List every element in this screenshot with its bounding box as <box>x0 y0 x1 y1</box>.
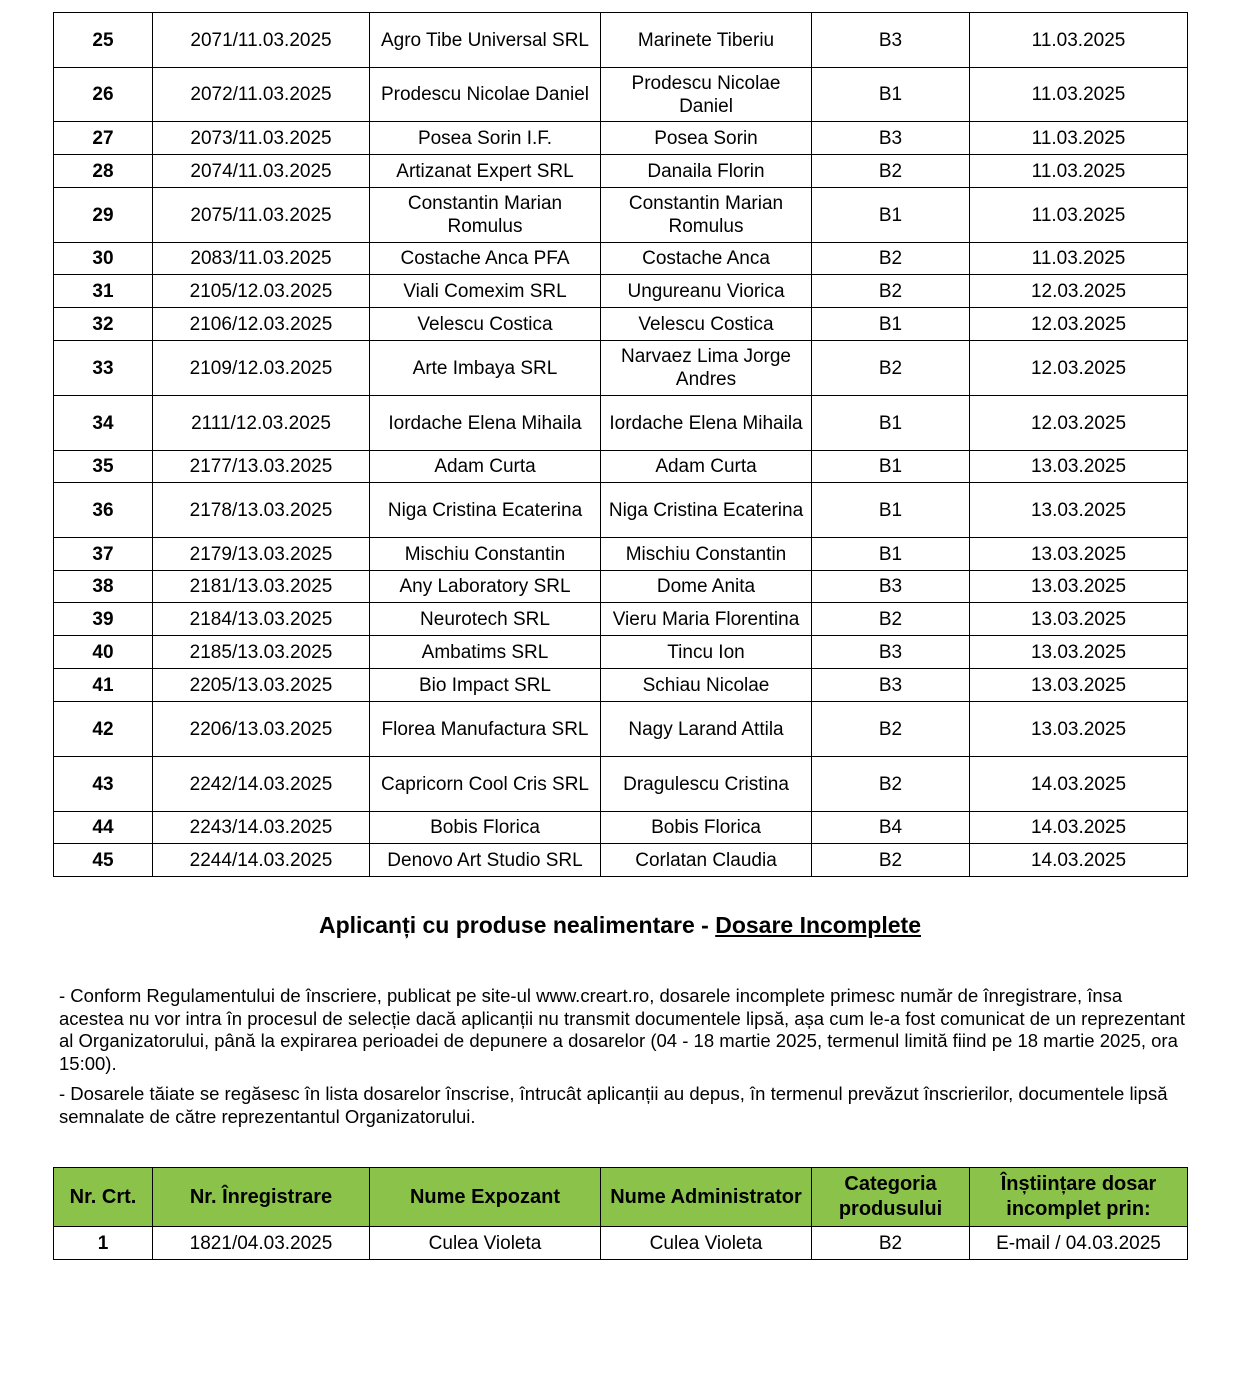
table-row <box>54 812 1188 844</box>
cell-administrator: Dragulescu Cristina <box>601 757 812 812</box>
header-nr-inregistrare: Nr. Înregistrare <box>153 1168 370 1227</box>
table-row <box>54 451 1188 483</box>
cell-exhibitor: Iordache Elena Mihaila <box>370 396 601 451</box>
table-row <box>54 571 1188 603</box>
cell-exhibitor: Florea Manufactura SRL <box>370 702 601 757</box>
table-row <box>54 757 1188 812</box>
table-row <box>54 243 1188 275</box>
cell-administrator: Danaila Florin <box>601 155 812 188</box>
table-row <box>54 188 1188 243</box>
cell-notice: E-mail / 04.03.2025 <box>970 1227 1188 1260</box>
cell-exhibitor: Culea Violeta <box>370 1227 601 1260</box>
cell-registration: 1821/04.03.2025 <box>153 1227 370 1260</box>
table-row <box>54 275 1188 308</box>
cell-exhibitor: Ambatims SRL <box>370 636 601 669</box>
cell-date: 12.03.2025 <box>970 396 1188 451</box>
cell-administrator: Costache Anca <box>601 243 812 275</box>
cell-category: B1 <box>812 68 970 122</box>
cell-registration: 2206/13.03.2025 <box>153 702 370 757</box>
cell-exhibitor: Velescu Costica <box>370 308 601 341</box>
table-row <box>54 538 1188 571</box>
cell-category: B2 <box>812 844 970 877</box>
incomplete-table-header-row <box>54 1168 1188 1227</box>
cell-registration: 2244/14.03.2025 <box>153 844 370 877</box>
cell-date: 13.03.2025 <box>970 603 1188 636</box>
cell-nr: 32 <box>54 308 153 341</box>
cell-administrator: Corlatan Claudia <box>601 844 812 877</box>
registered-applicants-body <box>54 13 1188 877</box>
table-row <box>54 396 1188 451</box>
cell-administrator: Nagy Larand Attila <box>601 702 812 757</box>
cell-nr: 25 <box>54 13 153 68</box>
cell-administrator: Schiau Nicolae <box>601 669 812 702</box>
cell-registration: 2111/12.03.2025 <box>153 396 370 451</box>
cell-category: B1 <box>812 188 970 243</box>
cell-category: B1 <box>812 308 970 341</box>
table-row <box>54 844 1188 877</box>
cell-nr: 1 <box>54 1227 153 1260</box>
cell-date: 13.03.2025 <box>970 571 1188 603</box>
section-title <box>0 912 1240 939</box>
cell-date: 13.03.2025 <box>970 669 1188 702</box>
table-row <box>54 341 1188 396</box>
table-row <box>54 669 1188 702</box>
cell-category: B1 <box>812 538 970 571</box>
cell-registration: 2181/13.03.2025 <box>153 571 370 603</box>
cell-exhibitor: Neurotech SRL <box>370 603 601 636</box>
cell-administrator: Tincu Ion <box>601 636 812 669</box>
cell-date: 13.03.2025 <box>970 451 1188 483</box>
cell-registration: 2184/13.03.2025 <box>153 603 370 636</box>
cell-exhibitor: Denovo Art Studio SRL <box>370 844 601 877</box>
cell-exhibitor: Bobis Florica <box>370 812 601 844</box>
table-row <box>54 483 1188 538</box>
cell-registration: 2105/12.03.2025 <box>153 275 370 308</box>
cell-category: B1 <box>812 396 970 451</box>
cell-nr: 44 <box>54 812 153 844</box>
cell-nr: 37 <box>54 538 153 571</box>
cell-nr: 27 <box>54 122 153 155</box>
section-title-underlined: Dosare Incomplete <box>715 912 921 938</box>
cell-exhibitor: Viali Comexim SRL <box>370 275 601 308</box>
cell-date: 13.03.2025 <box>970 483 1188 538</box>
table-row <box>54 1227 1188 1260</box>
cell-category: B1 <box>812 451 970 483</box>
cell-nr: 41 <box>54 669 153 702</box>
header-nume-administrator: Nume Administrator <box>601 1168 812 1227</box>
cell-category: B3 <box>812 571 970 603</box>
cell-date: 13.03.2025 <box>970 636 1188 669</box>
cell-category: B2 <box>812 341 970 396</box>
cell-date: 11.03.2025 <box>970 155 1188 188</box>
cell-category: B3 <box>812 636 970 669</box>
cell-exhibitor: Costache Anca PFA <box>370 243 601 275</box>
cell-registration: 2242/14.03.2025 <box>153 757 370 812</box>
cell-date: 11.03.2025 <box>970 122 1188 155</box>
cell-nr: 42 <box>54 702 153 757</box>
cell-nr: 40 <box>54 636 153 669</box>
cell-registration: 2177/13.03.2025 <box>153 451 370 483</box>
table-row <box>54 122 1188 155</box>
cell-nr: 26 <box>54 68 153 122</box>
cell-registration: 2178/13.03.2025 <box>153 483 370 538</box>
cell-exhibitor: Prodescu Nicolae Daniel <box>370 68 601 122</box>
cell-administrator: Velescu Costica <box>601 308 812 341</box>
cell-administrator: Constantin Marian Romulus <box>601 188 812 243</box>
cell-category: B2 <box>812 1227 970 1260</box>
cell-registration: 2083/11.03.2025 <box>153 243 370 275</box>
note-paragraph-1: - Conform Regulamentului de înscriere, publicat pe site-ul www.creart.ro, dosarele incomplete primesc număr de înregistrare, însa acestea nu vor intra în procesul de selecție dacă aplicanții nu transmit documentele lipsă, așa cum le-a fost comunicat de un reprezentant al Organizatorului, până la expirarea perioadei de depunere a dosarelor (04 - 18 martie 2025, termenul limită fiind pe 18 martie 2025, ora 15:00). <box>59 985 1186 1074</box>
cell-date: 11.03.2025 <box>970 68 1188 122</box>
cell-date: 12.03.2025 <box>970 341 1188 396</box>
cell-registration: 2074/11.03.2025 <box>153 155 370 188</box>
cell-nr: 28 <box>54 155 153 188</box>
incomplete-applicants-body <box>54 1227 1188 1260</box>
cell-nr: 33 <box>54 341 153 396</box>
cell-nr: 30 <box>54 243 153 275</box>
cell-date: 12.03.2025 <box>970 275 1188 308</box>
cell-registration: 2073/11.03.2025 <box>153 122 370 155</box>
cell-administrator: Vieru Maria Florentina <box>601 603 812 636</box>
notes-block <box>59 985 1189 1136</box>
cell-administrator: Ungureanu Viorica <box>601 275 812 308</box>
cell-nr: 43 <box>54 757 153 812</box>
cell-registration: 2106/12.03.2025 <box>153 308 370 341</box>
cell-administrator: Culea Violeta <box>601 1227 812 1260</box>
table-row <box>54 13 1188 68</box>
cell-category: B2 <box>812 275 970 308</box>
table-row <box>54 155 1188 188</box>
cell-administrator: Adam Curta <box>601 451 812 483</box>
table-row <box>54 702 1188 757</box>
cell-category: B2 <box>812 243 970 275</box>
cell-date: 14.03.2025 <box>970 757 1188 812</box>
cell-administrator: Dome Anita <box>601 571 812 603</box>
cell-administrator: Bobis Florica <box>601 812 812 844</box>
cell-category: B3 <box>812 669 970 702</box>
cell-date: 13.03.2025 <box>970 702 1188 757</box>
cell-registration: 2179/13.03.2025 <box>153 538 370 571</box>
cell-date: 11.03.2025 <box>970 243 1188 275</box>
cell-registration: 2205/13.03.2025 <box>153 669 370 702</box>
cell-exhibitor: Adam Curta <box>370 451 601 483</box>
cell-category: B2 <box>812 603 970 636</box>
cell-exhibitor: Capricorn Cool Cris SRL <box>370 757 601 812</box>
cell-date: 12.03.2025 <box>970 308 1188 341</box>
cell-category: B1 <box>812 483 970 538</box>
cell-date: 11.03.2025 <box>970 188 1188 243</box>
cell-exhibitor: Niga Cristina Ecaterina <box>370 483 601 538</box>
cell-nr: 39 <box>54 603 153 636</box>
table-row <box>54 603 1188 636</box>
header-nr-crt: Nr. Crt. <box>54 1168 153 1227</box>
cell-category: B2 <box>812 702 970 757</box>
registered-applicants-table <box>53 12 1188 877</box>
cell-administrator: Iordache Elena Mihaila <box>601 396 812 451</box>
cell-administrator: Marinete Tiberiu <box>601 13 812 68</box>
cell-registration: 2109/12.03.2025 <box>153 341 370 396</box>
cell-date: 11.03.2025 <box>970 13 1188 68</box>
cell-exhibitor: Posea Sorin I.F. <box>370 122 601 155</box>
cell-administrator: Posea Sorin <box>601 122 812 155</box>
header-categoria-produsului: Categoria produsului <box>812 1168 970 1227</box>
cell-exhibitor: Artizanat Expert SRL <box>370 155 601 188</box>
cell-administrator: Niga Cristina Ecaterina <box>601 483 812 538</box>
cell-category: B3 <box>812 122 970 155</box>
cell-nr: 29 <box>54 188 153 243</box>
cell-exhibitor: Arte Imbaya SRL <box>370 341 601 396</box>
cell-date: 13.03.2025 <box>970 538 1188 571</box>
cell-exhibitor: Any Laboratory SRL <box>370 571 601 603</box>
cell-nr: 34 <box>54 396 153 451</box>
cell-registration: 2072/11.03.2025 <box>153 68 370 122</box>
note-paragraph-2: - Dosarele tăiate se regăsesc în lista dosarelor înscrise, întrucât aplicanții au depus, în termenul prevăzut înscrierilor, documentele lipsă semnalate de către reprezentantul Organizatorului. <box>59 1083 1168 1127</box>
section-title-prefix: Aplicanți cu produse nealimentare - <box>319 912 716 938</box>
cell-nr: 45 <box>54 844 153 877</box>
cell-administrator: Prodescu Nicolae Daniel <box>601 68 812 122</box>
header-nume-expozant: Nume Expozant <box>370 1168 601 1227</box>
cell-registration: 2071/11.03.2025 <box>153 13 370 68</box>
header-instiintare: Înștiințare dosar incomplet prin: <box>970 1168 1188 1227</box>
cell-registration: 2185/13.03.2025 <box>153 636 370 669</box>
cell-exhibitor: Agro Tibe Universal SRL <box>370 13 601 68</box>
cell-registration: 2243/14.03.2025 <box>153 812 370 844</box>
cell-nr: 35 <box>54 451 153 483</box>
cell-category: B2 <box>812 155 970 188</box>
cell-date: 14.03.2025 <box>970 844 1188 877</box>
cell-exhibitor: Constantin Marian Romulus <box>370 188 601 243</box>
cell-date: 14.03.2025 <box>970 812 1188 844</box>
incomplete-applicants-table <box>53 1167 1188 1260</box>
cell-exhibitor: Mischiu Constantin <box>370 538 601 571</box>
cell-nr: 38 <box>54 571 153 603</box>
cell-category: B3 <box>812 13 970 68</box>
cell-registration: 2075/11.03.2025 <box>153 188 370 243</box>
cell-exhibitor: Bio Impact SRL <box>370 669 601 702</box>
cell-administrator: Narvaez Lima Jorge Andres <box>601 341 812 396</box>
table-row <box>54 68 1188 122</box>
table-row <box>54 636 1188 669</box>
table-row <box>54 308 1188 341</box>
cell-administrator: Mischiu Constantin <box>601 538 812 571</box>
cell-nr: 36 <box>54 483 153 538</box>
cell-nr: 31 <box>54 275 153 308</box>
cell-category: B2 <box>812 757 970 812</box>
cell-category: B4 <box>812 812 970 844</box>
